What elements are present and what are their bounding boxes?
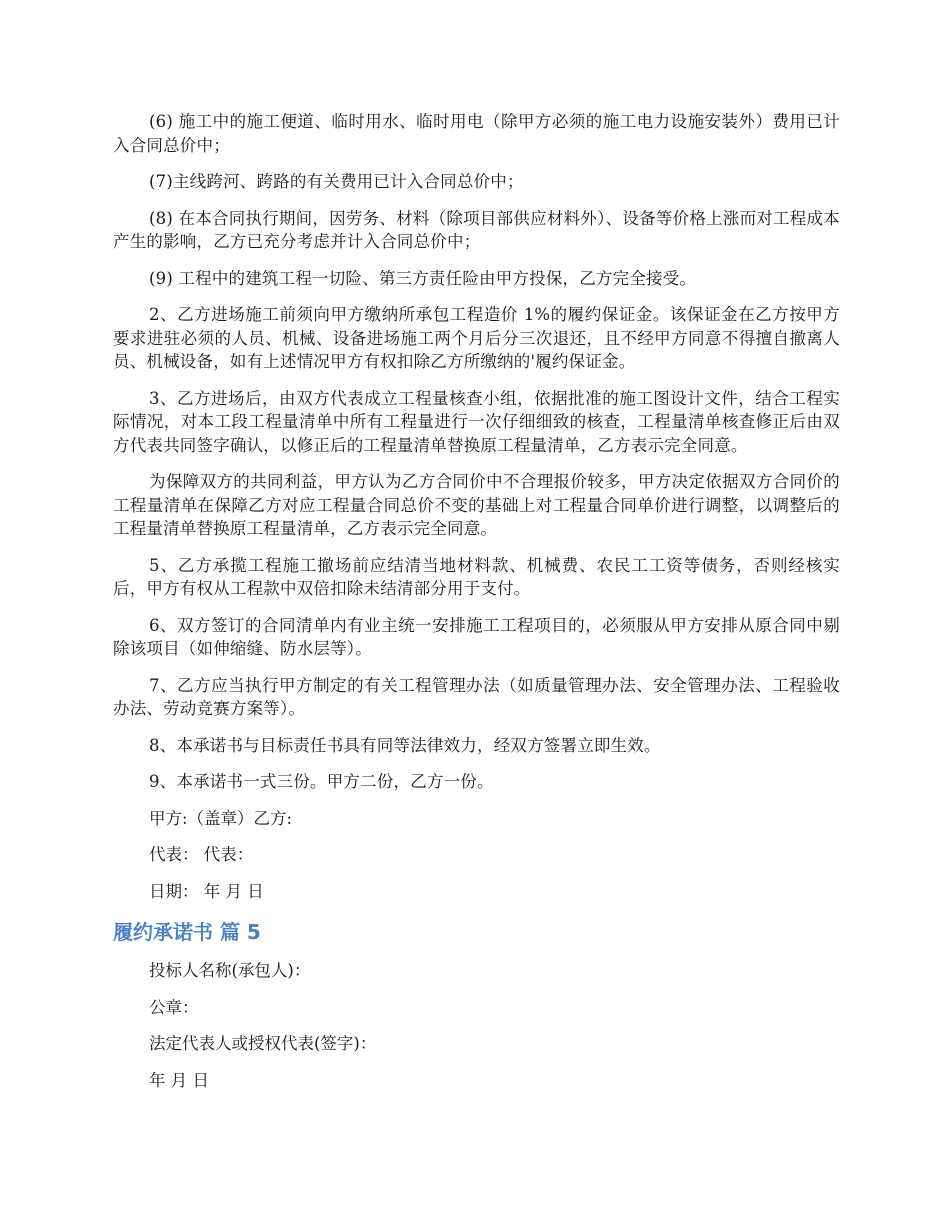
article-8: 8、本承诺书与目标责任书具有同等法律效力，经双方签署立即生效。 [149,735,661,755]
document-page [113,110,840,1105]
clause-8: (8) 在本合同执行期间，因劳务、材料（除项目部供应材料外）、设备等价格上涨而对工程成本产生的影响，乙方已充分考虑并计入合同总价中； [113,208,840,251]
legal-representative-line: 法定代表人或授权代表(签字)： [149,1034,377,1053]
date-line: 年 月 日 [149,1070,209,1090]
signature-party-line: 甲方:（盖章）乙方: [149,808,293,828]
bidder-name-line: 投标人名称(承包人)： [149,961,311,980]
article-6: 6、双方签订的合同清单内有业主统一安排施工工程项目的，必须服从甲方安排从原合同中剔除该项目（如伸缩缝、防水层等）。 [113,615,840,658]
clause-6: (6) 施工中的施工便道、临时用水、临时用电（除甲方必须的施工电力设施安装外）费用已计入合同总价中； [113,112,840,155]
article-3: 3、乙方进场后，由双方代表成立工程量核查小组，依据批准的施工图设计文件，结合工程实际情况，对本工段工程量清单中所有工程量进行一次仔细细致的核查，工程量清单核查修正后由双方代表共同签字确认，以修正后的工程量清单替换原工程量清单，乙方表示完全同意。 [113,388,840,455]
clause-9: (9) 工程中的建筑工程一切险、第三方责任险由甲方投保，乙方完全接受。 [149,268,697,288]
section-heading: 履约承诺书 篇 5 [113,920,261,944]
article-7: 7、乙方应当执行甲方制定的有关工程管理办法（如质量管理办法、安全管理办法、工程验收办法、劳动竞赛方案等）。 [113,675,840,718]
clause-7: (7)主线跨河、跨路的有关费用已计入合同总价中； [149,172,524,191]
seal-line: 公章： [149,997,199,1017]
article-2: 2、乙方进场施工前须向甲方缴纳所承包工程造价 1%的履约保证金。该保证金在乙方按甲方要求进驻必须的人员、机械、设备进场施工两个月后分三次退还，且不经甲方同意不得擅自撤离人员、机械设备，如有上述情况甲方有权扣除乙方所缴纳的'履约保证金。 [113,305,840,371]
signature-date-line: 日期： 年 月 日 [149,881,264,901]
article-5: 5、乙方承揽工程施工撤场前应结清当地材料款、机械费、农民工工资等债务，否则经核实后，甲方有权从工程款中双倍扣除未结清部分用于支付。 [113,555,840,598]
article-3-supplement: 为保障双方的共同利益，甲方认为乙方合同价中不合理报价较多，甲方决定依据双方合同价的工程量清单在保障乙方对应工程量合同总价不变的基础上对工程量合同单价进行调整，以调整后的工程量清单替换原工程量清单，乙方表示完全同意。 [113,472,840,538]
signature-representative-line: 代表： 代表： [149,845,254,864]
article-9: 9、本承诺书一式三份。甲方二份，乙方一份。 [149,772,494,791]
